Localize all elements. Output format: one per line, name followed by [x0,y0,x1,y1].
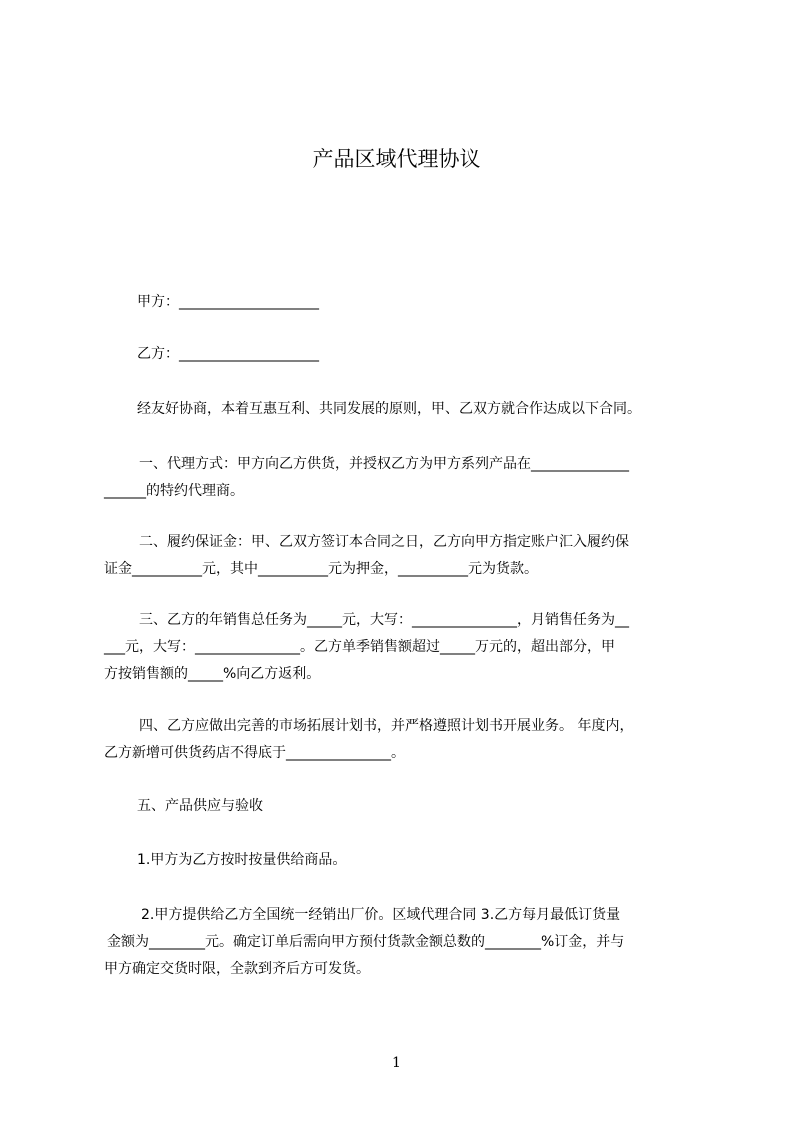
item-2-line-3: 甲方确定交货时限，全款到齐后方可发货。 [104,961,370,977]
clause-3-line-3: 方按销售额的_____%向乙方返利。 [104,666,321,682]
intro-paragraph: 经友好协商，本着互惠互利、共同发展的原则，甲、乙双方就合作达成以下合同。 [137,401,641,417]
clause-3-line-2: ___元，大写：_______________。乙方单季销售额超过_____万元的，超出部分，甲 [104,639,615,655]
clause-5-heading: 五、产品供应与验收 [137,798,263,814]
clause-4-line-1: 四、乙方应做出完善的市场拓展计划书，并严格遵照计划书开展业务。 年度内， [139,718,634,734]
document-title: 产品区域代理协议 [312,147,481,171]
clause-4-line-2: 乙方新增可供货药店不得底于_______________。 [104,745,405,761]
clause-3-line-1: 三、乙方的年销售总任务为_____元，大写：_______________，月销售任务为__ [139,612,629,628]
party-b-line: 乙方：____________________ [137,346,319,362]
clause-2-line-2: 证金__________元，其中__________元为押金，__________元为货款。 [104,561,538,577]
item-2-line-1: 2.甲方提供给乙方全国统一经销出厂价。区域代理合同 3.乙方每月最低订货量 [141,907,621,923]
page-number: 1 [392,1055,401,1071]
party-a-line: 甲方：____________________ [137,294,319,310]
item-2-line-2: 金额为________元。确定订单后需向甲方预付货款金额总数的________%订金，并与 [107,934,625,950]
clause-1-line-2: ______的特约代理商。 [104,483,244,499]
clause-2-line-1: 二、履约保证金：甲、乙双方签订本合同之日，乙方向甲方指定账户汇入履约保 [139,534,629,550]
item-1: 1.甲方为乙方按时按量供给商品。 [137,852,347,868]
clause-1-line-1: 一、代理方式：甲方向乙方供货，并授权乙方为甲方系列产品在______________ [139,456,629,472]
